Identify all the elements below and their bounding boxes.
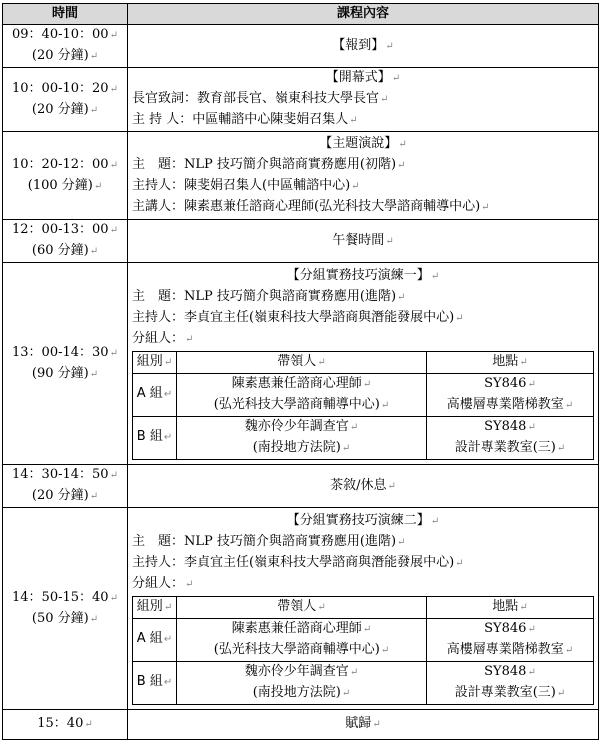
schedule-row [3, 132, 599, 220]
group-row [133, 373, 594, 416]
location-header: 地點 ↵ [492, 354, 527, 369]
room-name: 高樓層專業階梯教室 ↵ [429, 395, 591, 416]
group-row [133, 416, 594, 459]
group-label: A 組 ↵ [137, 386, 172, 401]
leader-header: 帶領人 ↵ [277, 599, 325, 614]
leader-name: 陳素惠兼任諮商心理師 ↵ [179, 374, 424, 395]
session-line: 主持人：李貞宜主任(嶺東科技大學諮商與潛能發展中心) ↵ [132, 308, 594, 329]
session-line: 主 題：NLP 技巧簡介與諮商實務應用(進階) ↵ [132, 532, 594, 553]
group-row [133, 618, 594, 661]
session-title: 【報到】 ↵ [332, 38, 393, 53]
duration: (20 分鐘) ↵ [7, 486, 123, 507]
group-header: 組別 ↵ [137, 599, 172, 614]
leader-org: (弘光科技大學諮商輔導中心) ↵ [179, 395, 424, 416]
duration: (60 分鐘) ↵ [7, 241, 123, 262]
group-label: A 組 ↵ [137, 631, 172, 646]
schedule-row [3, 465, 599, 508]
session-title: 午餐時間 ↵ [332, 233, 393, 248]
header-content: 課程內容 [128, 4, 599, 25]
time-range: 10：00-10：20 ↵ [7, 79, 123, 100]
time-range: 13：00-14：30 ↵ [7, 343, 123, 364]
group-header: 組別 ↵ [137, 354, 172, 369]
time-range: 14：30-14：50 ↵ [7, 465, 123, 486]
schedule-row [3, 263, 599, 465]
session-line: 主持人：陳斐娟召集人(中區輔諮中心) ↵ [132, 176, 594, 197]
duration: (20 分鐘) ↵ [7, 46, 123, 67]
time-range: 09：40-10：00 ↵ [7, 25, 123, 46]
duration: (100 分鐘) ↵ [7, 176, 123, 197]
room-name: 設計專業教室(三) ↵ [429, 683, 591, 704]
duration: (50 分鐘) ↵ [7, 609, 123, 630]
header-time: 時間 [3, 4, 128, 25]
session-title: 【開幕式】 ↵ [132, 68, 594, 89]
time-range: 10：20-12：00 ↵ [7, 155, 123, 176]
session-title: 賦歸 ↵ [345, 716, 380, 731]
room-name: 高樓層專業階梯教室 ↵ [429, 640, 591, 661]
leader-name: 魏亦伶少年調查官 ↵ [179, 662, 424, 683]
room-code: SY848 ↵ [429, 662, 591, 683]
duration: (90 分鐘) ↵ [7, 364, 123, 385]
schedule-row [3, 220, 599, 263]
duration: (20 分鐘) ↵ [7, 100, 123, 121]
session-line: 主 題：NLP 技巧簡介與諮商實務應用(初階) ↵ [132, 155, 594, 176]
room-code: SY846 ↵ [429, 374, 591, 395]
schedule-row [3, 710, 599, 740]
time-range: 14：50-15：40 ↵ [7, 588, 123, 609]
group-table [132, 596, 594, 705]
schedule-row [3, 508, 599, 710]
leader-org: (南投地方法院) ↵ [179, 683, 424, 704]
leader-header: 帶領人 ↵ [277, 354, 325, 369]
group-label: B 組 ↵ [137, 674, 172, 689]
leader-org: (弘光科技大學諮商輔導中心) ↵ [179, 640, 424, 661]
time-range: 12：00-13：00 ↵ [7, 220, 123, 241]
session-title: 【分組實務技巧演練一】 ↵ [132, 266, 594, 287]
session-title: 【分組實務技巧演練二】 ↵ [132, 511, 594, 532]
leader-name: 陳素惠兼任諮商心理師 ↵ [179, 619, 424, 640]
time-range: 15：40 ↵ [37, 716, 92, 731]
session-title: 茶敘/休息 ↵ [330, 478, 396, 493]
session-line: 長官致詞：教育部長官、嶺東科技大學長官 ↵ [132, 89, 594, 110]
session-line: 分組人： ↵ [132, 329, 594, 350]
location-header: 地點 ↵ [492, 599, 527, 614]
schedule-row [3, 68, 599, 132]
group-row [133, 661, 594, 704]
group-label: B 組 ↵ [137, 429, 172, 444]
session-line: 分組人： ↵ [132, 574, 594, 595]
room-code: SY846 ↵ [429, 619, 591, 640]
session-line: 主 題：NLP 技巧簡介與諮商實務應用(進階) ↵ [132, 287, 594, 308]
group-table [132, 351, 594, 460]
session-line: 主講人：陳素惠兼任諮商心理師(弘光科技大學諮商輔導中心) ↵ [132, 197, 594, 218]
session-line: 主持人：李貞宜主任(嶺東科技大學諮商與潛能發展中心) ↵ [132, 553, 594, 574]
leader-name: 魏亦伶少年調查官 ↵ [179, 417, 424, 438]
room-code: SY848 ↵ [429, 417, 591, 438]
session-title: 【主題演說】 ↵ [132, 134, 594, 155]
room-name: 設計專業教室(三) ↵ [429, 438, 591, 459]
session-line: 主 持 人：中區輔諮中心陳斐娟召集人 ↵ [132, 110, 594, 131]
schedule-table [2, 3, 599, 740]
schedule-row [3, 25, 599, 68]
leader-org: (南投地方法院) ↵ [179, 438, 424, 459]
